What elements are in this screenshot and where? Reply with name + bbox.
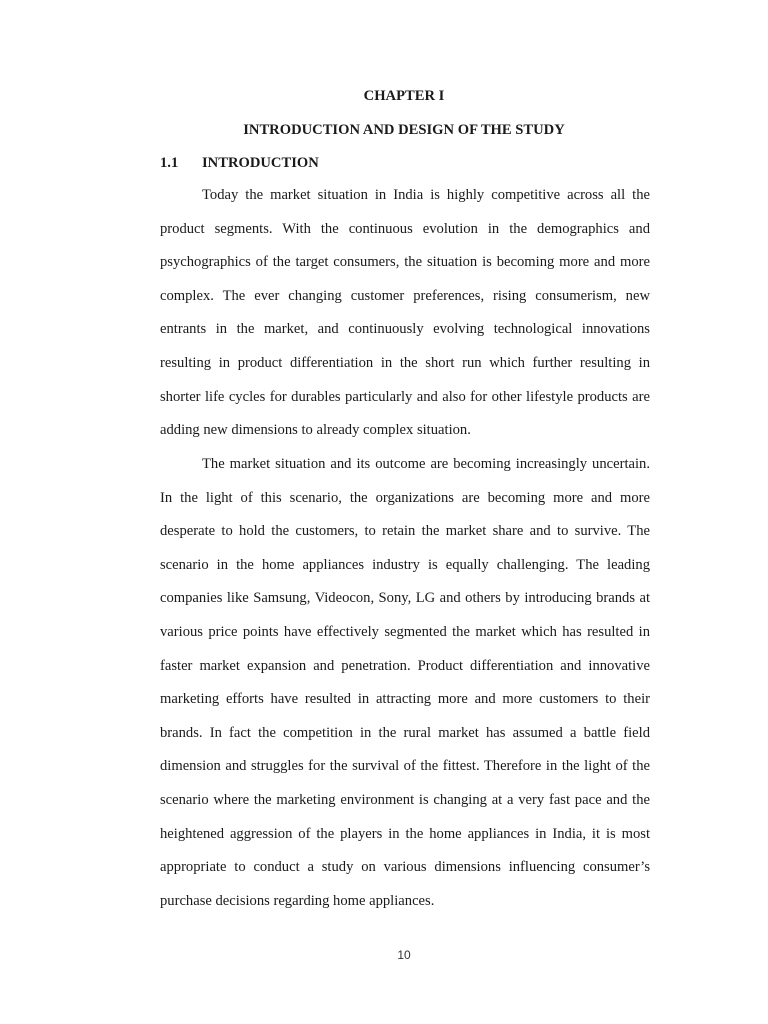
body-paragraph: The market situation and its outcome are becoming increasingly uncertain. In the light of this scenario, the organizations are becoming more and more desperate to hold the customers, to retain the market share and to survive. The scenario in the home appliances industry is equally challenging. The leading companies like Samsung, Videocon, Sony, LG and others by introducing brands at various price points have effectively segmented the market which has resulted in faster market expansion and penetration. Product differentiation and innovative marketing efforts have resulted in attracting more and more customers to their brands. In fact the competition in the rural market has assumed a battle field dimension and struggles for the survival of the fittest. Therefore in the light of the scenario where the marketing environment is changing at a very fast pace and the heightened aggression of the players in the home appliances in India, it is most appropriate to conduct a study on various dimensions influencing consumer’s purchase decisions regarding home appliances. [160, 456, 650, 909]
section-number: 1.1 [160, 155, 179, 171]
chapter-title: INTRODUCTION AND DESIGN OF THE STUDY [243, 122, 565, 138]
body-paragraph-1-block [160, 179, 650, 448]
chapter-label: CHAPTER I [363, 88, 445, 104]
body-paragraph: Today the market situation in India is highly competitive across all the product segments. With the continuous evolution in the demographics and psychographics of the target consumers, the situation is becoming more and more complex. The ever changing customer preferences, rising consumerism, new entrants in the market, and continuously evolving technological innovations resulting in product differentiation in the short run which further resulting in shorter life cycles for durables particularly and also for other lifestyle products are adding new dimensions to already complex situation. [160, 187, 650, 439]
section-heading [160, 154, 319, 172]
body-paragraph-2-block [160, 448, 650, 918]
page-number: 10 [397, 948, 411, 962]
section-title: INTRODUCTION [202, 155, 319, 171]
